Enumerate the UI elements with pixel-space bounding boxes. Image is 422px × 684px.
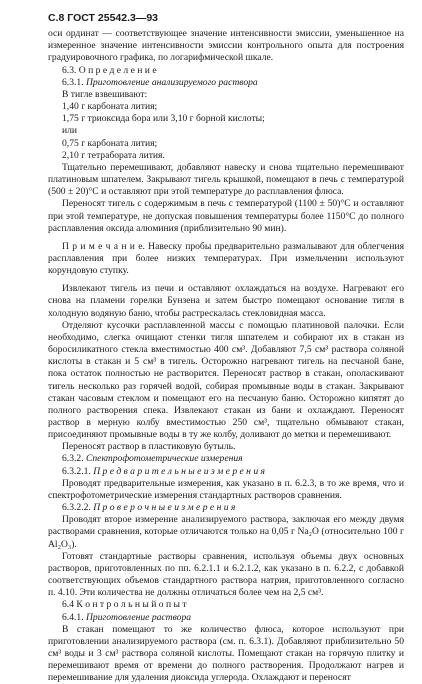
paragraph xyxy=(48,599,404,611)
paragraph xyxy=(48,551,404,600)
paragraph-text: 1,75 г триоксида бора или 3,10 г борной кислоты; xyxy=(62,113,265,125)
paragraph xyxy=(48,162,404,198)
clause-number: 6.3.2.1. xyxy=(62,465,94,477)
clause-number: 6.3.2. xyxy=(62,453,86,465)
paragraph xyxy=(48,478,404,502)
paragraph-text: Проводят второе измерение анализируемого раствора, заключая его между двумя растворами сравнения, которые отличаются только на 0,05 г Na₂O (относительно 100 г Al₂O₃). xyxy=(48,514,404,550)
paragraph xyxy=(48,241,404,277)
paragraph xyxy=(48,65,404,77)
list-item xyxy=(48,101,404,113)
paragraph-text: В тигле взвешивают: xyxy=(62,88,148,100)
paragraph xyxy=(48,466,404,478)
paragraph xyxy=(48,502,404,514)
note-label: П р и м е ч а н и е. xyxy=(62,240,149,252)
paragraph-text: или xyxy=(62,125,78,137)
paragraph xyxy=(48,77,404,89)
paragraph-text: Навеску пробы предварительно размалывают для облегчения расплавления при более низких температурах. При измельчении используют корундовую ступку. xyxy=(48,240,404,277)
clause-heading: П р о в е р о ч н ы е и з м е р е н и я xyxy=(93,502,236,514)
paragraph-text: Переносят раствор в пластиковую бутыль. xyxy=(62,441,236,453)
paragraph-text: В стакан помещают то же количество флюса, которое используют при приготовлении анализируемого раствора (см. п. 6.3.1). Добавляют приблизительно 50 см³ воды и 3 см³ раствора соляной кислоты. Помещают стакан на горячую плитку и перемешивают время от времени до полного растворения. Продолжают нагрев и перемешивание для удаления диоксида углерода. Охлаждают и переносят xyxy=(48,623,404,684)
clause-heading: Спектрофотометрические измерения xyxy=(85,453,243,465)
page-header: С.8 ГОСТ 25542.3—93 xyxy=(48,12,159,24)
paragraph-text: 0,75 г карбоната лития; xyxy=(62,137,158,149)
paragraph-text: 6.3. О п р е д е л е н и е xyxy=(62,64,157,76)
clause-heading: Приготовление раствора xyxy=(85,611,192,623)
paragraph xyxy=(48,320,404,442)
paragraph-text: 2,10 г тетрабората лития. xyxy=(62,149,165,161)
list-item xyxy=(48,113,404,125)
paragraph xyxy=(48,89,404,101)
paragraph-text: Извлекают тигель из печи и оставляют охлаждаться на воздухе. Нагревают его снова на пламени горелки Бунзена и затем быстро помещают основание тигля в холодную водяную баню, чтобы растрескалась стекловидная масса. xyxy=(48,283,404,319)
document-body xyxy=(48,28,404,684)
list-item xyxy=(48,138,404,150)
paragraph-text: оси ординат — соответствующее значение интенсивности эмиссии, уменьшенное на измеренное значение интенсивности эмиссии контрольного опыта для построения градуировочного графика, по логарифмической шкале. xyxy=(48,28,404,64)
paragraph-text: Проводят предварительные измерения, как указано в п. 6.2.3, в то же время, что и спектрофотометрические измерения стандартных растворов сравнения. xyxy=(48,477,404,501)
paragraph-text: Готовят стандартные растворы сравнения, используя объемы двух основных растворов, приготовленных по пп. 6.2.1.1 и 6.2.1.2, как указано в п. 6.2.2, с добавкой соответствующих объемов стандартного раствора натрия, приготовленного согласно п. 4.10. Эти количества не должны отличаться более чем на 2,5 см³. xyxy=(48,550,404,599)
paragraph-text: 1,40 г карбоната лития; xyxy=(62,101,158,113)
list-item xyxy=(48,150,404,162)
list-item xyxy=(48,125,404,137)
paragraph xyxy=(48,612,404,624)
paragraph-text: Отделяют кусочки расплавленной массы с помощью платиновой палочки. Если необходимо, слегка очищают стенки тигля шпателем и собирают их в стакан из боросиликатного стекла вместимостью 400 см³. Добавляют 7,5 см³ раствора соляной кислоты в стакан и 5 см³ в тигель. Осторожно нагревают тигель на песчаной бане, пока остаток полностью не растворится. Переносят раствор в стакан, ополаскивают тигель несколько раз горячей водой, собирая промывные воды в стакан. Закрывают стакан часовым стеклом и помещают его на песчаную баню. Осторожно кипятят до полного растворения спека. Извлекают стакан из бани и охлаждают. Переносят раствор в мерную колбу вместимостью 250 см³, тщательно обмывают стакан, присоединяют промывные воды в ту же колбу, доливают до метки и перемешивают. xyxy=(48,319,404,441)
clause-heading: Приготовление анализируемого раствора xyxy=(85,76,258,88)
paragraph xyxy=(48,453,404,465)
paragraph xyxy=(48,198,404,234)
clause-number: 6.3.2.2. xyxy=(62,502,94,514)
paragraph xyxy=(48,28,404,64)
clause-heading: П р е д в а р и т е л ь н ы е и з м е р е н и я xyxy=(93,465,265,477)
clause-number: 6.3.1. xyxy=(62,76,86,88)
paragraph-text: Тщательно перемешивают, добавляют навеску и снова тщательно перемешивают платиновым шпателем. Закрывают тигель крышкой, помещают в печь с температурой (500 ± 20)°С и оставляют при этой температуре до расплавления флюса. xyxy=(48,161,404,198)
paragraph-text: 6.4 К о н т р о л ь н ы й о п ы т xyxy=(62,599,187,611)
paragraph xyxy=(48,514,404,550)
paragraph xyxy=(48,283,404,319)
clause-number: 6.4.1. xyxy=(62,611,86,623)
paragraph-text: Переносят тигель с содержимым в печь с температурой (1100 ± 50)°С и оставляют при этой температуре, не допуская повышения температуры более 1150°С до полного расплавления оксида алюминия (приблизительно 90 мин). xyxy=(48,198,404,234)
paragraph xyxy=(48,441,404,453)
